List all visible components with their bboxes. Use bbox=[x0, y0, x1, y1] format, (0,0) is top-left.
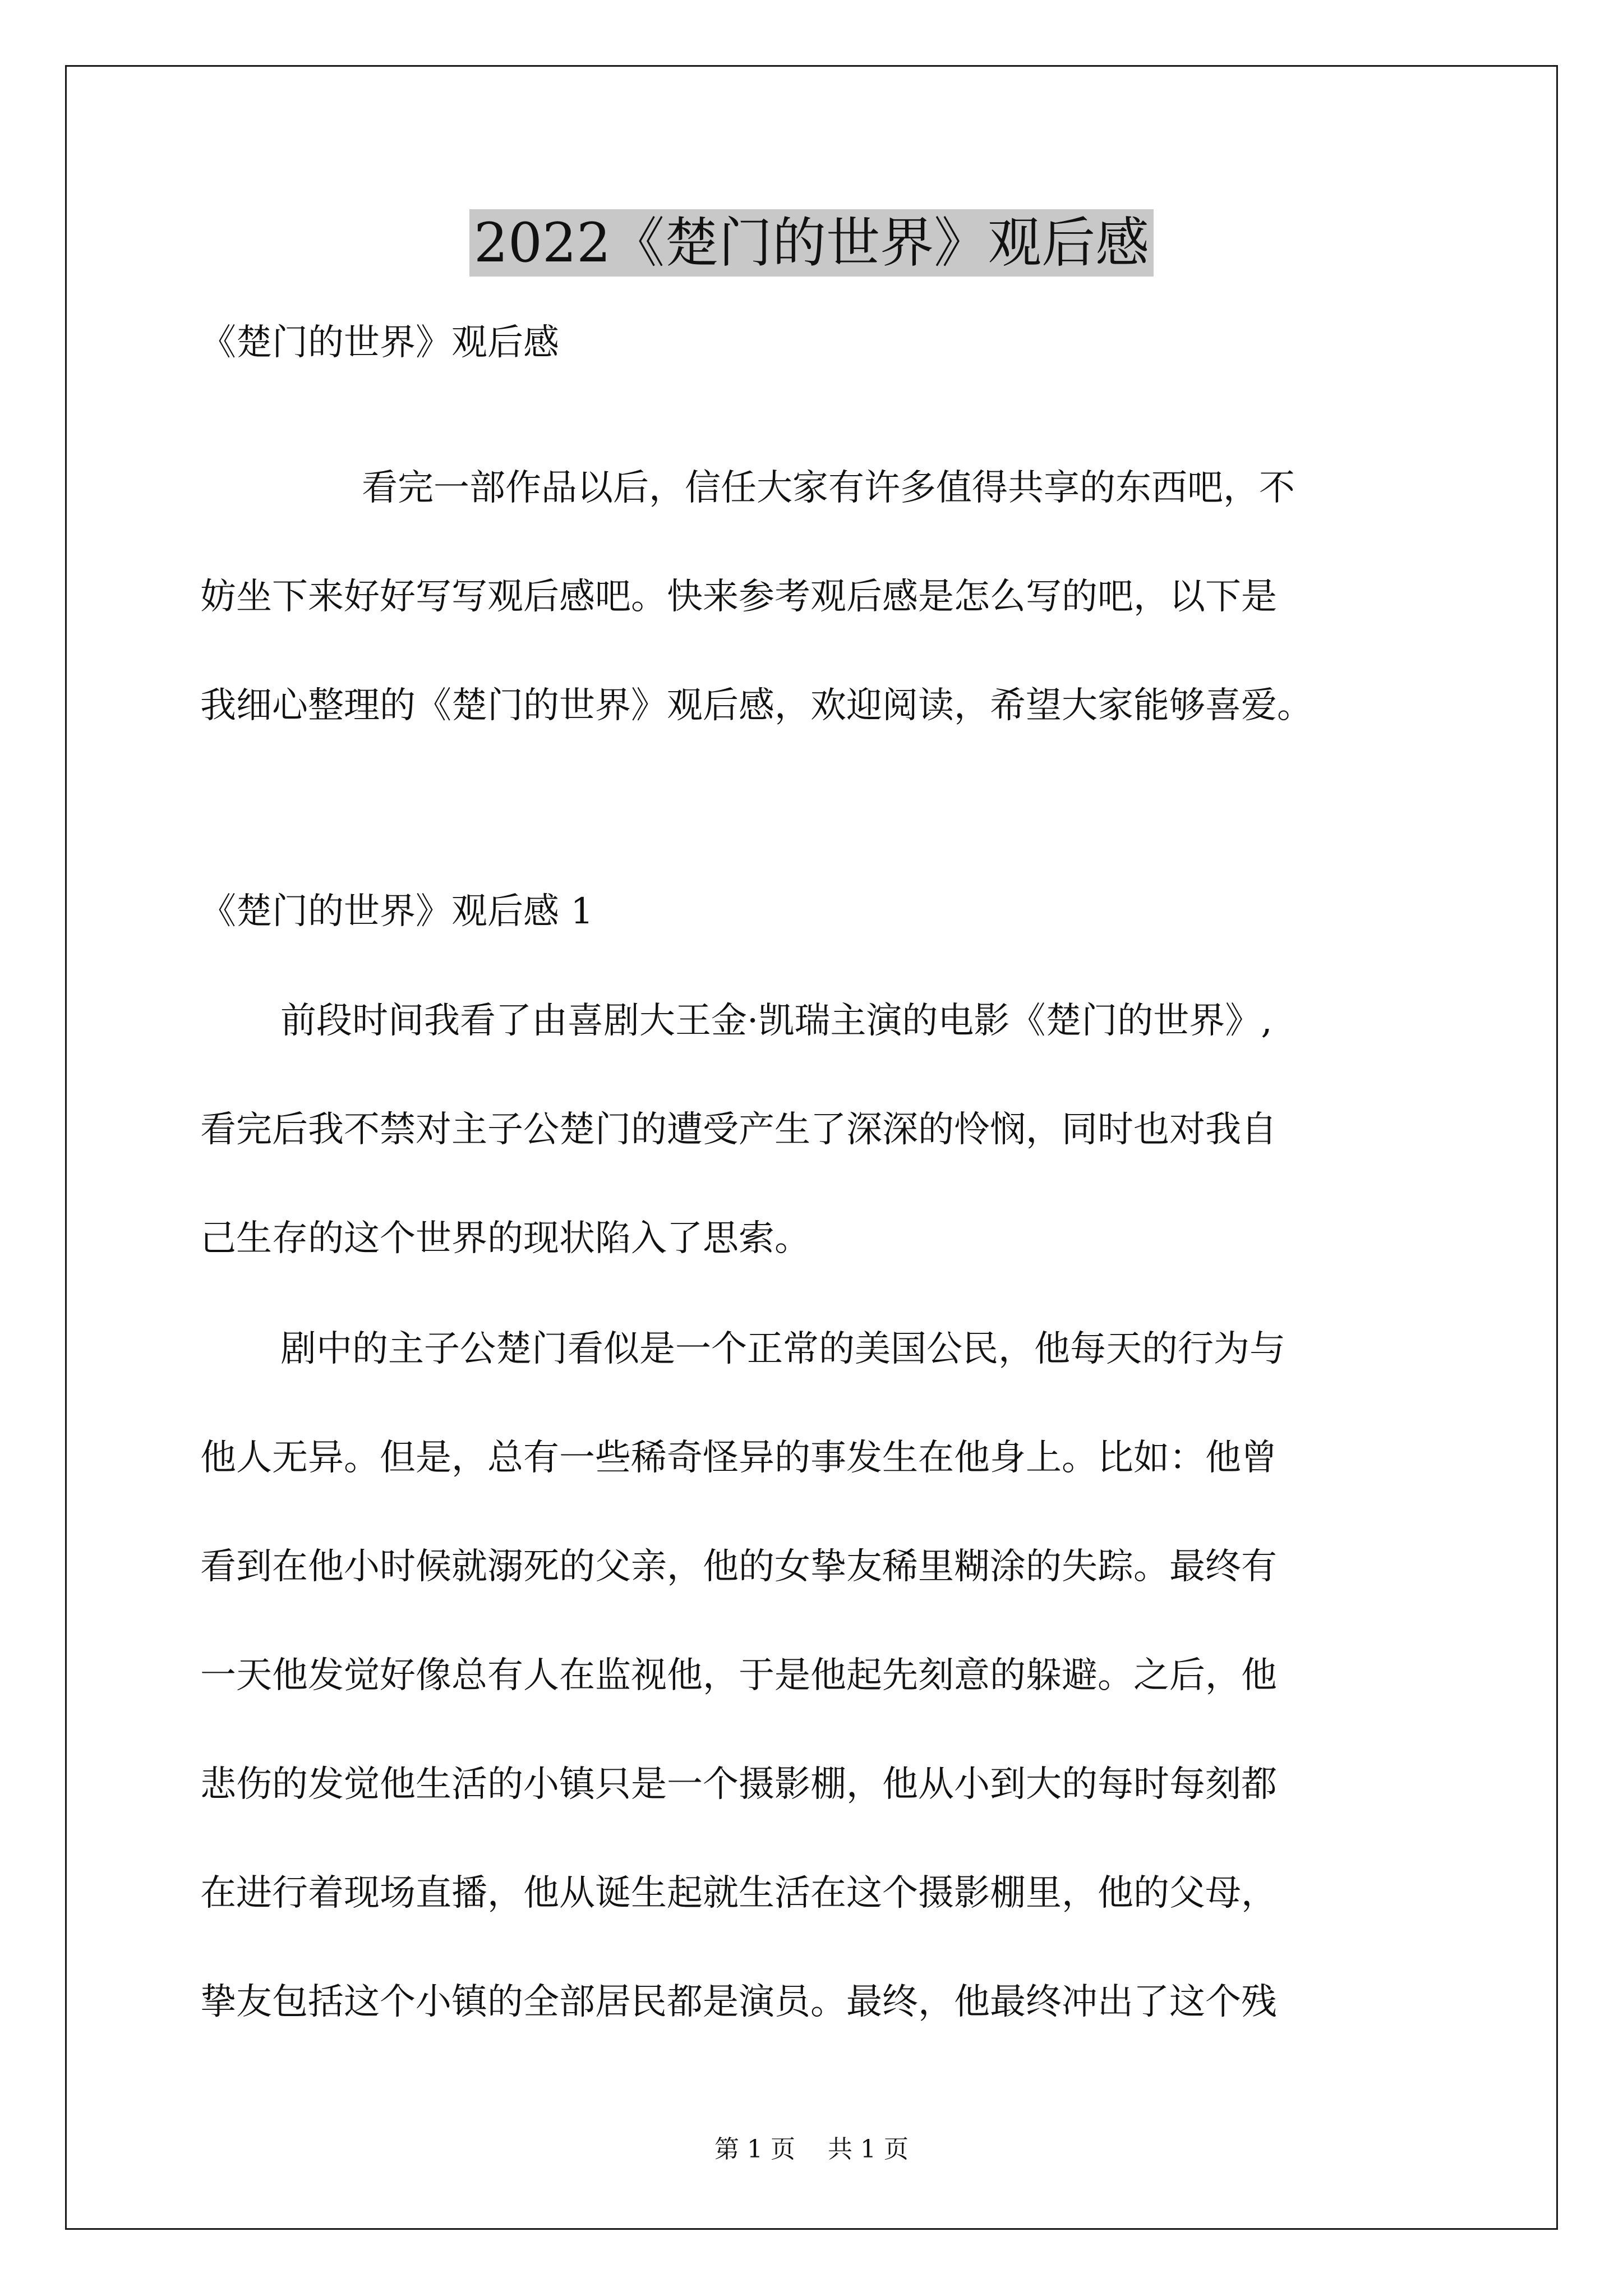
paragraph-line: 前段时间我看了由喜剧大王金·凯瑞主演的电影《楚门的世界》, bbox=[280, 1000, 1272, 1042]
page-footer bbox=[0, 2133, 1623, 2166]
paragraph-line: 挚友包括这个小镇的全部居民都是演员。最终，他最终冲出了这个残 bbox=[200, 1981, 1277, 2023]
document-title-text: 2022《楚门的世界》观后感 bbox=[469, 209, 1154, 277]
paragraph-line: 看完后我不禁对主子公楚门的遭受产生了深深的怜悯，同时也对我自 bbox=[200, 1109, 1277, 1151]
paragraph-line: 一天他发觉好像总有人在监视他，于是他起先刻意的躲避。之后，他 bbox=[200, 1655, 1277, 1696]
paragraph-line: 悲伤的发觉他生活的小镇只是一个摄影棚，他从小到大的每时每刻都 bbox=[200, 1764, 1277, 1805]
intro-line: 看完一部作品以后，信任大家有许多值得共享的东西吧，不 bbox=[362, 467, 1295, 509]
paragraph-line: 剧中的主子公楚门看似是一个正常的美国公民，他每天的行为与 bbox=[280, 1328, 1285, 1370]
page-total: 共 1 页 bbox=[828, 2135, 909, 2164]
paragraph-line: 看到在他小时候就溺死的父亲，他的女挚友稀里糊涂的失踪。最终有 bbox=[200, 1546, 1277, 1588]
paragraph-line: 他人无异。但是，总有一些稀奇怪异的事发生在他身上。比如：他曾 bbox=[200, 1437, 1277, 1479]
document-subtitle: 《楚门的世界》观后感 bbox=[200, 322, 559, 364]
page-number: 第 1 页 bbox=[714, 2135, 795, 2164]
paragraph-line: 在进行着现场直播，他从诞生起就生活在这个摄影棚里，他的父母， bbox=[200, 1872, 1277, 1914]
document-title bbox=[0, 206, 1623, 279]
intro-line: 妨坐下来好好写写观后感吧。快来参考观后感是怎么写的吧，以下是 bbox=[200, 576, 1277, 618]
intro-line: 我细心整理的《楚门的世界》观后感，欢迎阅读，希望大家能够喜爱。 bbox=[200, 685, 1313, 726]
paragraph-line: 己生存的这个世界的现状陷入了思索。 bbox=[200, 1218, 810, 1259]
section-heading: 《楚门的世界》观后感 1 bbox=[200, 891, 594, 932]
